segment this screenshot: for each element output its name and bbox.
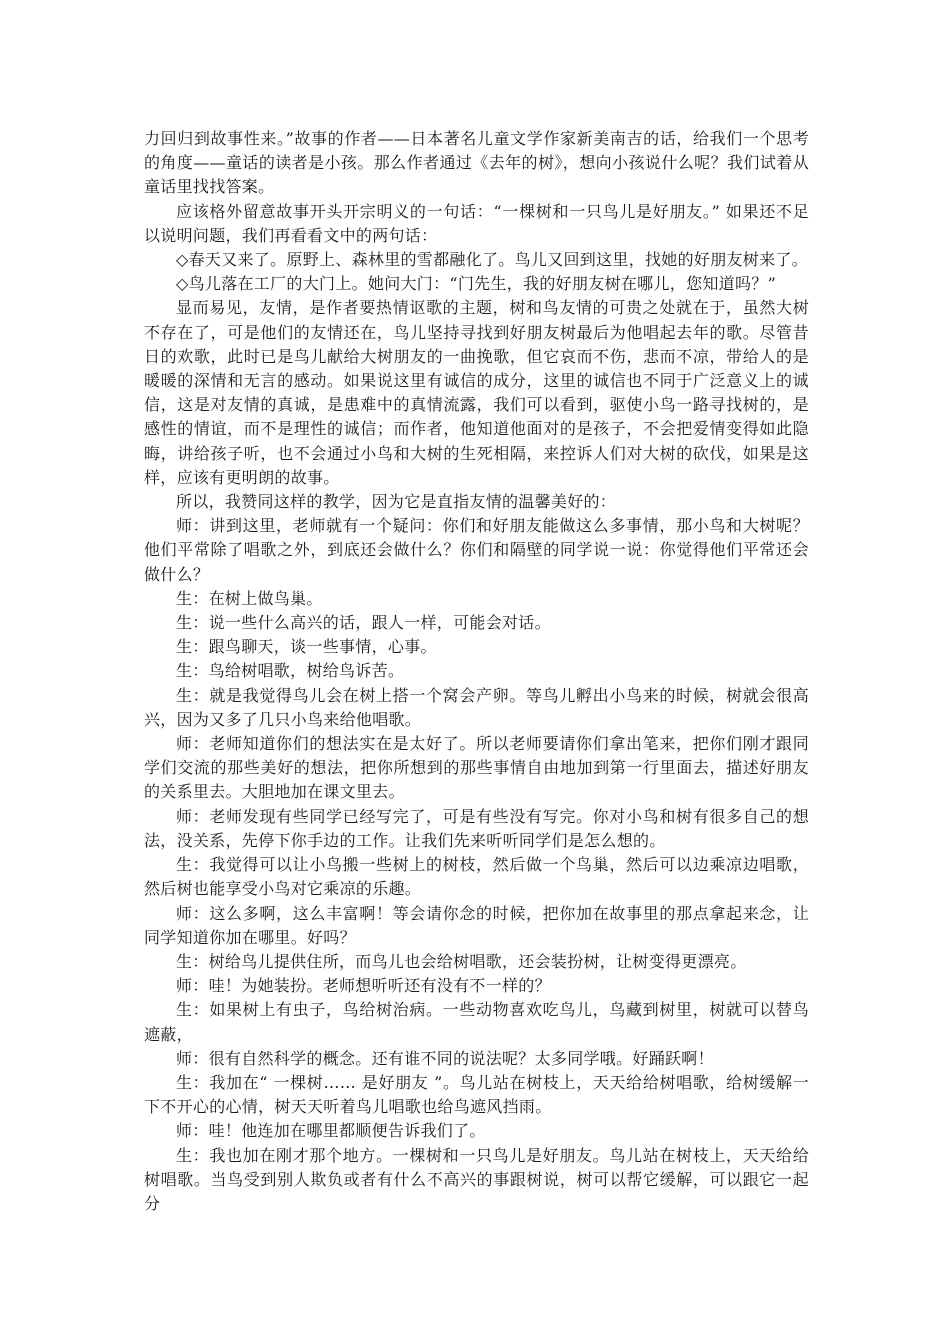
dialogue-line: 师：哇！为她装扮。老师想听听还有没有不一样的？ <box>176 976 551 996</box>
dialogue-line: 师：老师发现有些同学已经写完了，可是有些没有写完。你对小鸟和树有很多自己的想法，没关系，先停下你手边的工作。让我们先来听听同学们是怎么想的。 <box>144 806 809 850</box>
paragraph-analysis: 显而易见，友情，是作者要热情讴歌的主题，树和鸟友情的可贵之处就在于，虽然大树不存在了，可是他们的友情还在，鸟儿坚持寻找到好朋友树最后为他唱起去年的歌。尽管昔日的欢歌，此时已是鸟儿献给大树朋友的一曲挽歌，但它哀而不伤，悲而不凉，带给人的是暖暖的深情和无言的感动。如果说这里有诚信的成分，这里的诚信也不同于广泛意义上的诚信，这是对友情的真诚，是患难中的真情流露，我们可以看到，驱使小鸟一路寻找树的，是感性的情谊，而不是理性的诚信；而作者，他知道他面对的是孩子，不会把爱情变得如此隐晦，讲给孩子听，也不会通过小鸟和大树的生死相隔，来控诉人们对大树的砍伐，如果是这样，应该有更明朗的故事。 <box>144 298 809 487</box>
paragraph-intro-teaching: 所以，我赞同这样的教学，因为它是直指友情的温馨美好的： <box>176 492 617 512</box>
dialogue-line: 师：老师知道你们的想法实在是太好了。所以老师要请你们拿出笔来，把你们刚才跟同学们交流的那些美好的想法，把你所想到的那些事情自由地加到第一行里面去，描述好朋友的关系里去。大胆地加在课文里去。 <box>144 734 809 802</box>
dialogue-line: 生：跟鸟聊天，谈一些事情，心事。 <box>176 637 437 657</box>
dialogue-line: 生：在树上做鸟巢。 <box>176 588 323 608</box>
quote-line-2: ◇鸟儿落在工厂的大门上。她问大门：“门先生，我的好朋友树在哪儿，您知道吗？” <box>176 274 777 294</box>
paragraph-2: 应该格外留意故事开头开宗明义的一句话：“一棵树和一只鸟儿是好朋友。” 如果还不足以说明问题，我们再看看文中的两句话： <box>144 201 809 245</box>
dialogue-line: 师：哇！他连加在哪里都顺便告诉我们了。 <box>176 1121 486 1141</box>
dialogue-line: 生：我加在“ 一棵树…… 是好朋友 ”。鸟儿站在树枝上，天天给给树唱歌，给树缓解一下不开心的心情，树天天听着鸟儿唱歌也给鸟遮风挡雨。 <box>144 1072 809 1117</box>
dialogue-line: 师：很有自然科学的概念。还有谁不同的说法呢？太多同学哦。好踊跃啊！ <box>176 1048 714 1068</box>
dialogue-line: 生：鸟给树唱歌，树给鸟诉苦。 <box>176 661 405 681</box>
dialogue-line: 师：讲到这里，老师就有一个疑问：你们和好朋友能做这么多事情，那小鸟和大树呢？他们平常除了唱歌之外，到底还会做什么？你们和隔壁的同学说一说：你觉得他们平常还会做什么？ <box>144 516 809 584</box>
dialogue-line: 生：如果树上有虫子，鸟给树治病。一些动物喜欢吃鸟儿，鸟藏到树里，树就可以替鸟遮蔽， <box>144 1000 809 1044</box>
quote-line-1: ◇春天又来了。原野上、森林里的雪都融化了。鸟儿又回到这里，找她的好朋友树来了。 <box>176 250 809 270</box>
paragraph-1: 力回归到故事性来。”故事的作者——日本著名儿童文学作家新美南吉的话，给我们一个思考的角度——童话的读者是小孩。那么作者通过《去年的树》，想向小孩说什么呢？我们试着从童话里找找答案。 <box>144 129 809 197</box>
dialogue-line: 生：我觉得可以让小鸟搬一些树上的树枝，然后做一个鸟巢，然后可以边乘凉边唱歌，然后树也能享受小鸟对它乘凉的乐趣。 <box>144 855 809 899</box>
dialogue-line: 生：树给鸟儿提供住所，而鸟儿也会给树唱歌，还会装扮树，让树变得更漂亮。 <box>176 951 747 971</box>
dialogue-line: 师：这么多啊，这么丰富啊！等会请你念的时候，把你加在故事里的那点拿起来念，让同学知道你加在哪里。好吗？ <box>144 903 809 947</box>
document-body <box>144 127 809 1216</box>
dialogue-line: 生：我也加在刚才那个地方。一棵树和一只鸟儿是好朋友。鸟儿站在树枝上，天天给给树唱歌。当鸟受到别人欺负或者有什么不高兴的事跟树说，树可以帮它缓解，可以跟它一起分 <box>144 1145 809 1213</box>
dialogue-line: 生：说一些什么高兴的话，跟人一样，可能会对话。 <box>176 613 551 633</box>
dialogue-line: 生：就是我觉得鸟儿会在树上搭一个窝会产卵。等鸟儿孵出小鸟来的时候，树就会很高兴，因为又多了几只小鸟来给他唱歌。 <box>144 685 809 729</box>
